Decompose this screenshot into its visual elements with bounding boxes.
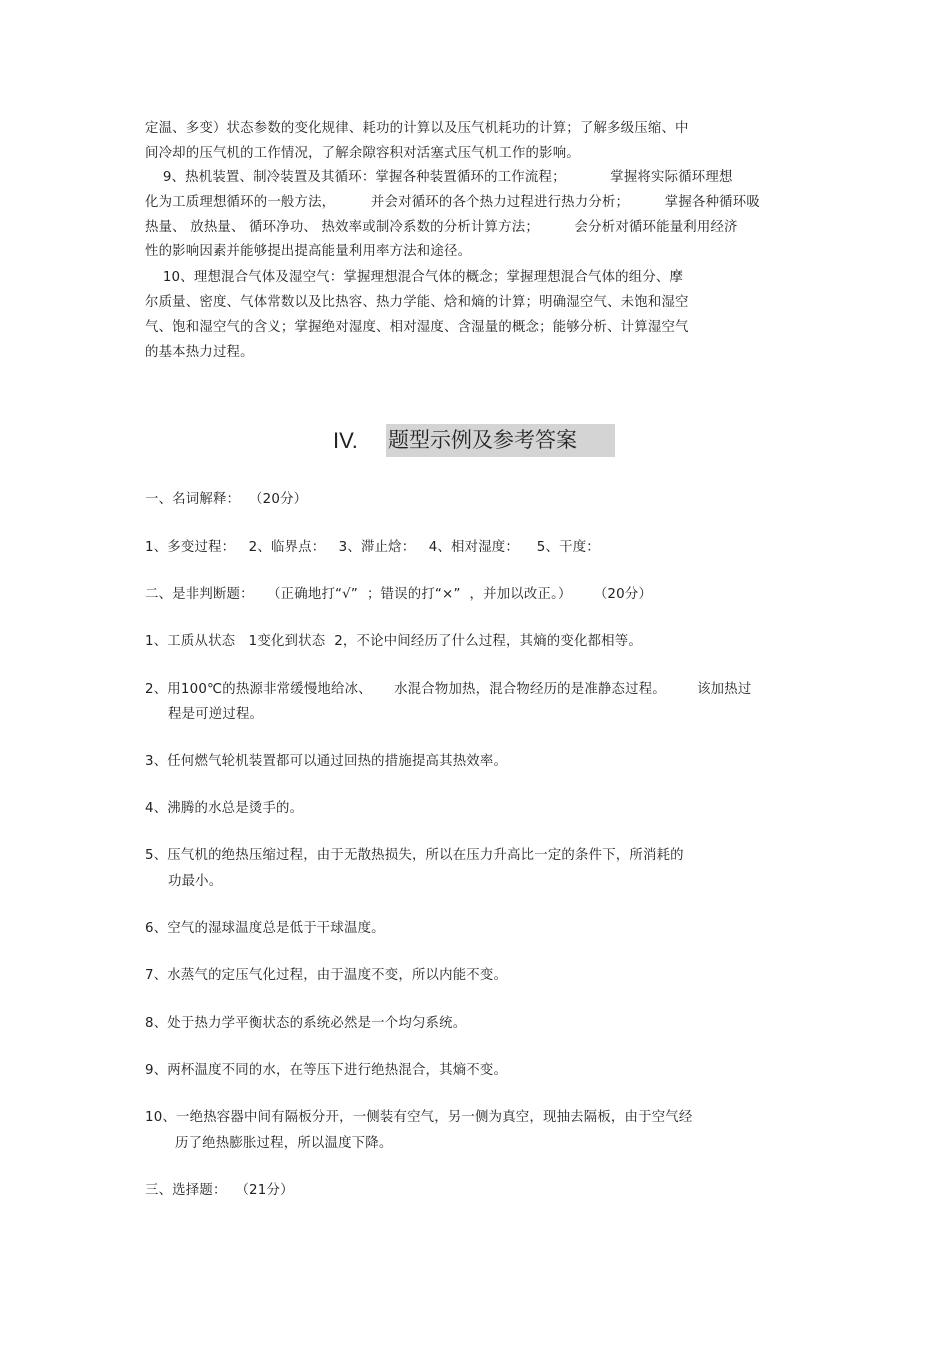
heading-number: IV. <box>333 428 358 453</box>
item9-line-1: 9、热机装置、制冷装置及其循环：掌握各种装置循环的工作流程； 掌握将实际循环理想 <box>145 170 733 185</box>
section2-title: 二、是非判断题： （正确地打“√” ；错误的打“×” ，并加以改正。） （20分） <box>145 587 653 602</box>
question-2-line-2: 程是可逆过程。 <box>168 707 264 722</box>
section1-terms: 1、多变过程： 2、临界点： 3、滞止焓： 4、相对湿度： 5、干度： <box>145 540 600 555</box>
heading-title: 题型示例及参考答案 <box>386 424 615 457</box>
question-5-line-1: 5、压气机的绝热压缩过程，由于无散热损失，所以在压力升高比一定的条件下，所消耗的 <box>145 848 684 863</box>
question-5-line-2: 功最小。 <box>168 874 223 889</box>
item10-line-4: 的基本热力过程。 <box>145 345 254 360</box>
question-4: 4、沸腾的水总是烫手的。 <box>145 801 304 816</box>
question-3: 3、任何燃气轮机装置都可以通过回热的措施提高其热效率。 <box>145 754 508 769</box>
question-10-line-1: 10、一绝热容器中间有隔板分开，一侧装有空气，另一侧为真空，现抽去隔板，由于空气经 <box>145 1110 693 1125</box>
item10-line-3: 气、饱和湿空气的含义；掌握绝对湿度、相对湿度、含湿量的概念；能够分析、计算湿空气 <box>145 320 689 335</box>
question-6: 6、空气的湿球温度总是低于干球温度。 <box>145 921 385 936</box>
question-7: 7、水蒸气的定压气化过程，由于温度不变，所以内能不变。 <box>145 968 508 983</box>
question-9: 9、两杯温度不同的水，在等压下进行绝热混合，其熵不变。 <box>145 1063 508 1078</box>
item10-line-2: 尔质量、密度、气体常数以及比热容、热力学能、焓和熵的计算；明确湿空气、未饱和湿空 <box>145 295 689 310</box>
item9-line-2: 化为工质理想循环的一般方法， 并会对循环的各个热力过程进行热力分析； 掌握各种循环吸 <box>145 195 760 210</box>
question-1: 1、工质从状态 1变化到状态 2，不论中间经历了什么过程，其熵的变化都相等。 <box>145 634 642 649</box>
intro-line-2: 间冷却的压气机的工作情况，了解余隙容积对活塞式压气机工作的影响。 <box>145 146 580 161</box>
intro-line-1: 定温、多变）状态参数的变化规律、耗功的计算以及压气机耗功的计算；了解多级压缩、中 <box>145 121 689 136</box>
item9-line-3: 热量、 放热量、 循环净功、 热效率或制冷系数的分析计算方法； 会分析对循环能量利用经济 <box>145 220 738 235</box>
question-10-line-2: 历了绝热膨胀过程，所以温度下降。 <box>175 1136 393 1151</box>
section-heading <box>0 424 950 458</box>
section1-title: 一、名词解释： （20分） <box>145 492 308 507</box>
item10-line-1: 10、理想混合气体及湿空气：掌握理想混合气体的概念；掌握理想混合气体的组分、摩 <box>145 270 684 285</box>
question-8: 8、处于热力学平衡状态的系统必然是一个均匀系统。 <box>145 1016 467 1031</box>
question-2-line-1: 2、用100℃的热源非常缓慢地给冰、 水混合物加热，混合物经历的是准静态过程。 该加热过 <box>145 682 752 697</box>
item9-line-4: 性的影响因素并能够提出提高能量利用率方法和途径。 <box>145 244 472 259</box>
section3-title: 三、选择题： （21分） <box>145 1183 294 1198</box>
